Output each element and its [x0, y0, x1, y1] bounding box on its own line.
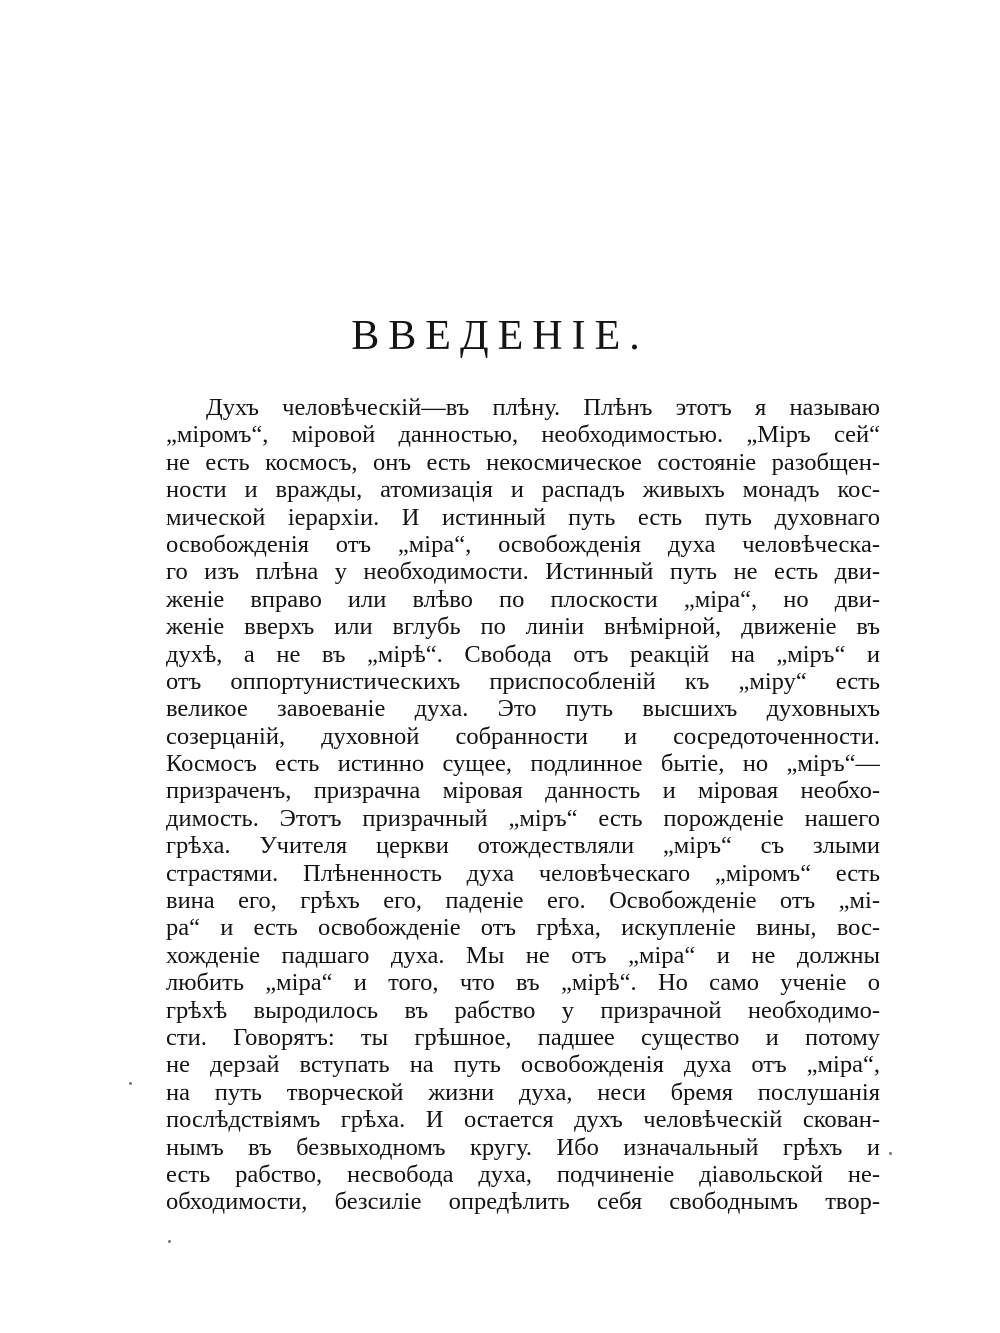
body-text: [166, 394, 880, 1216]
chapter-heading: ВВЕДЕНІЕ.: [351, 313, 649, 359]
text-line: не дерзай вступать на путь освобожденія духа отъ „міра“,: [166, 1051, 880, 1079]
text-line: грѣхѣ выродилось въ рабство у призрачной необходимо-: [166, 996, 880, 1024]
text-line: на путь творческой жизни духа, неси бремя послушанія: [166, 1078, 880, 1106]
text-line: ра“ и есть освобожденіе отъ грѣха, искупленіе вины, вос-: [166, 914, 880, 942]
text-line: димость. Этотъ призрачный „міръ“ есть порожденіе нашего: [166, 804, 880, 832]
text-line: созерцаній, духовной собранности и сосредоточенности.: [166, 722, 880, 750]
text-line: Духъ человѣческій—въ плѣну. Плѣнъ этотъ я называю: [206, 394, 880, 421]
text-line: женіе вверхъ или вглубь по линіи внѣмірной, движеніе въ: [166, 613, 880, 641]
text-line: мической іерархіи. И истинный путь есть путь духовнаго: [166, 503, 880, 531]
text-line: вина его, грѣхъ его, паденіе его. Освобожденіе отъ „мі-: [166, 887, 880, 915]
text-line: обходимости, безсиліе опредѣлить себя свободнымъ твор-: [166, 1188, 880, 1216]
text-line: великое завоеваніе духа. Это путь высшихъ духовныхъ: [166, 695, 880, 723]
text-line: женіе вправо или влѣво по плоскости „міра“, но дви-: [166, 585, 880, 613]
scan-speck: [129, 1082, 132, 1085]
text-line: нымъ въ безвыходномъ кругу. Ибо изначальный грѣхъ и: [166, 1133, 880, 1161]
scan-speck: [168, 1240, 171, 1243]
text-line: любить „міра“ и того, что въ „мірѣ“. Но само ученіе о: [166, 969, 880, 997]
text-line: хожденіе падшаго духа. Мы не отъ „міра“ и не должны: [166, 941, 880, 969]
text-line: духѣ, а не въ „мірѣ“. Свобода отъ реакцій на „міръ“ и: [166, 640, 880, 668]
text-line: страстями. Плѣненность духа человѣческаго „міромъ“ есть: [166, 859, 880, 887]
scan-speck: [889, 1152, 892, 1155]
text-line: отъ оппортунистическихъ приспособленій къ „міру“ есть: [166, 667, 880, 695]
text-line: грѣха. Учителя церкви отождествляли „міръ“ съ злыми: [166, 832, 880, 860]
text-line: призраченъ, призрачна міровая данность и міровая необхо-: [166, 777, 880, 805]
text-line: го изъ плѣна у необходимости. Истинный путь не есть дви-: [166, 558, 880, 586]
text-line: ности и вражды, атомизація и распадъ живыхъ монадъ кос-: [166, 476, 880, 504]
text-line: послѣдствіямъ грѣха. И остается духъ человѣческій скован-: [166, 1106, 880, 1134]
text-line: Космосъ есть истинно сущее, подлинное бытіе, но „міръ“—: [166, 750, 880, 778]
text-line: освобожденія отъ „міра“, освобожденія духа человѣческа-: [166, 530, 880, 558]
text-line: есть рабство, несвобода духа, подчиненіе діавольской не-: [166, 1160, 880, 1188]
text-line: „міромъ“, міровой данностью, необходимостью. „Міръ сей“: [166, 421, 880, 449]
text-line: сти. Говорятъ: ты грѣшное, падшее существо и потому: [166, 1023, 880, 1051]
text-line: не есть космосъ, онъ есть некосмическое состояніе разобщен-: [166, 448, 880, 476]
